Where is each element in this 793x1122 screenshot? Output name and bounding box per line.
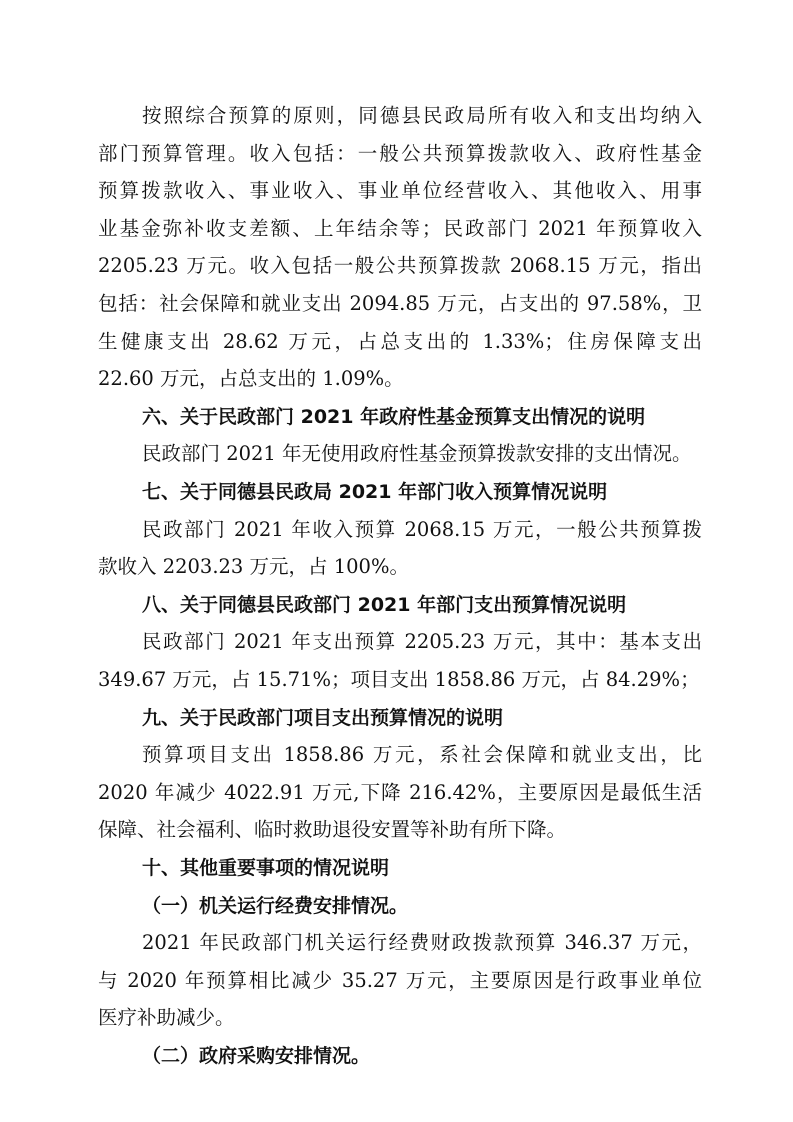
paragraph-line: 保障、社会福利、临时救助退役安置等补助有所下降。 xyxy=(98,818,567,842)
paragraph-line: 生健康支出 28.62 万元，占总支出的 1.33%；住房保障支出 xyxy=(98,329,702,353)
paragraph-line: 医疗补助减少。 xyxy=(98,1006,235,1030)
paragraph-line: 民政部门 2021 年收入预算 2068.15 万元，一般公共预算拨 xyxy=(142,517,702,541)
section-heading-8: 八、关于同德县民政部门 2021 年部门支出预算情况说明 xyxy=(142,593,627,616)
paragraph-line: 包括：社会保障和就业支出 2094.85 万元，占支出的 97.58%，卫 xyxy=(98,292,702,315)
paragraph-line: 部门预算管理。收入包括：一般公共预算拨款收入、政府性基金 xyxy=(98,141,702,165)
paragraph-line: 与 2020 年预算相比减少 35.27 万元，主要原因是行政事业单位 xyxy=(98,968,702,992)
paragraph-line: 民政部门 2021 年无使用政府性基金预算拨款安排的支出情况。 xyxy=(142,442,692,466)
paragraph-line: 预算拨款收入、事业收入、事业单位经营收入、其他收入、用事 xyxy=(98,179,702,203)
paragraph-line: 按照综合预算的原则，同德县民政局所有收入和支出均纳入 xyxy=(142,104,702,127)
paragraph-line: 业基金弥补收支差额、上年结余等；民政部门 2021 年预算收入 xyxy=(98,216,702,240)
paragraph-line: 349.67 万元，占 15.71%；项目支出 1858.86 万元，占 84.29%； xyxy=(98,668,700,691)
paragraph-line: 预算项目支出 1858.86 万元，系社会保障和就业支出，比 xyxy=(142,743,702,767)
section-heading-6: 六、关于民政部门 2021 年政府性基金预算支出情况的说明 xyxy=(142,405,646,428)
subheading-2: （二）政府采购安排情况。 xyxy=(142,1045,371,1067)
paragraph-line: 民政部门 2021 年支出预算 2205.23 万元，其中：基本支出 xyxy=(142,630,702,654)
paragraph-line: 款收入 2203.23 万元，占 100%。 xyxy=(98,555,409,579)
subheading-1: （一）机关运行经费安排情况。 xyxy=(142,894,409,917)
paragraph-line: 2021 年民政部门机关运行经费财政拨款预算 346.37 万元， xyxy=(142,931,702,955)
paragraph-line: 2020 年减少 4022.91 万元,下降 216.42%，主要原因是最低生活 xyxy=(98,780,702,804)
section-heading-10: 十、其他重要事项的情况说明 xyxy=(142,857,390,879)
section-heading-7: 七、关于同德县民政局 2021 年部门收入预算情况说明 xyxy=(142,481,608,503)
section-heading-9: 九、关于民政部门项目支出预算情况的说明 xyxy=(142,706,504,729)
paragraph-line: 2205.23 万元。收入包括一般公共预算拨款 2068.15 万元，指出 xyxy=(98,254,702,278)
paragraph-line: 22.60 万元，占总支出的 1.09%。 xyxy=(98,367,404,391)
